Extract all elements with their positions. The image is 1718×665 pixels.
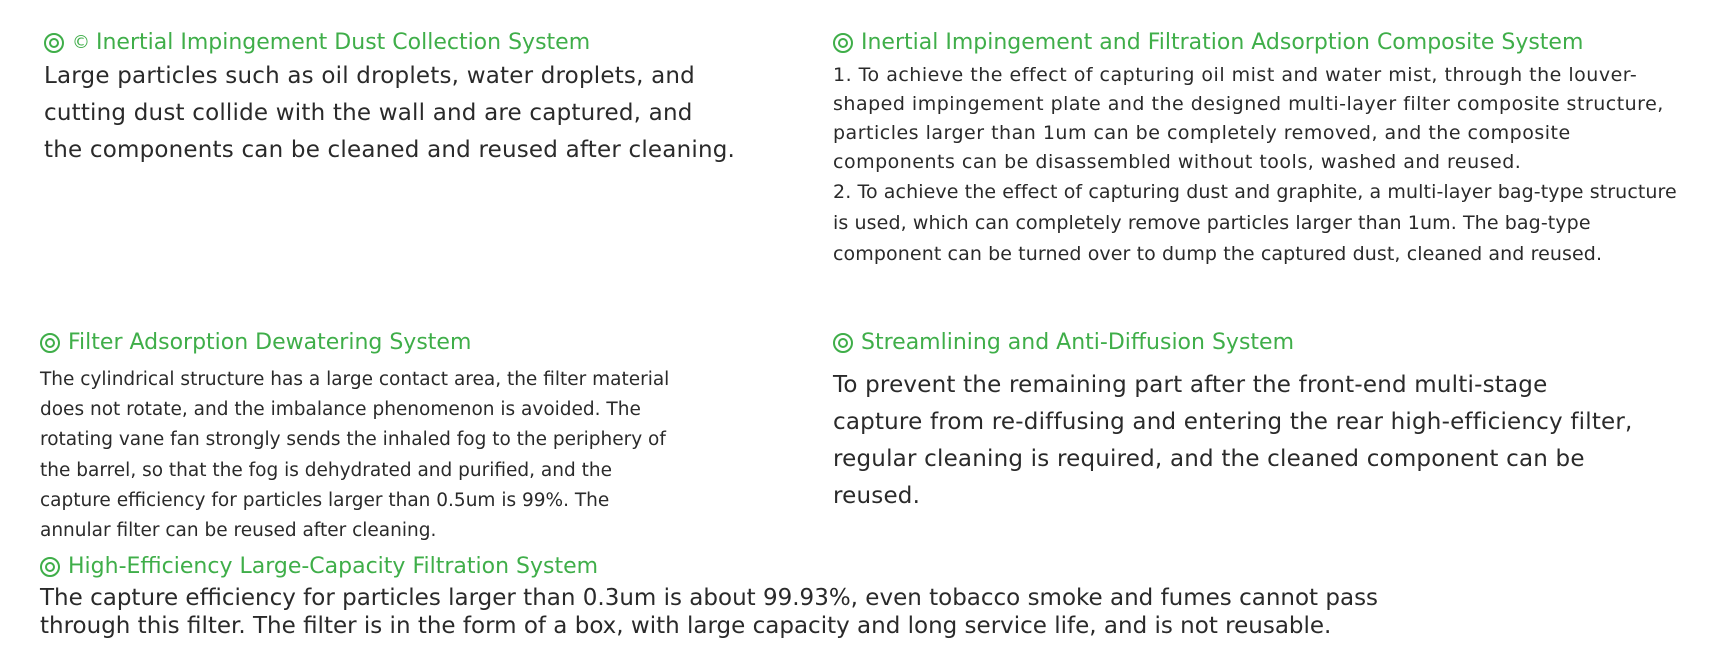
section-heading [40,552,1710,582]
section-title: High-Efficiency Large-Capacity Filtration System [68,554,599,579]
section-composite-system [833,28,1713,270]
section-heading [833,328,1713,358]
double-circle-icon [40,333,60,353]
section-heading [40,328,770,358]
section-high-efficiency-filtration [40,552,1710,640]
section-body-paragraph-2: 2. To achieve the effect of capturing dust and graphite, a multi-layer bag-type structure is used, which can completely remove particles larger than 1um. The bag-type component can be turned over to dump the captured dust, cleaned and reused. [833,181,1677,265]
section-anti-diffusion [833,328,1713,515]
section-title: Filter Adsorption Dewatering System [68,330,472,355]
section-body: To prevent the remaining part after the front-end multi-stage capture from re-diffusing and entering the rear high-efficiency filter, regular cleaning is required, and the cleaned component can be reused. [833,372,1633,509]
section-heading [44,28,764,58]
double-circle-icon [40,557,60,577]
section-body: The cylindrical structure has a large contact area, the filter material does not rotate, and the imbalance phenomenon is avoided. The rotating vane fan strongly sends the inhaled fog to the periphery of the barrel, so that the fog is dehydrated and purified, and the capture efficiency for particles larger than 0.5um is 99%. The annular filter can be reused after cleaning. [40,369,670,542]
section-heading [833,28,1713,58]
copyright-mark: © [72,32,90,53]
double-circle-icon [833,33,853,53]
section-inertial-impingement [44,28,764,169]
section-title: Streamlining and Anti-Diffusion System [861,330,1294,355]
section-title: Inertial Impingement Dust Collection System [96,30,591,55]
double-circle-icon [833,333,853,353]
section-title: Inertial Impingement and Filtration Adsorption Composite System [861,30,1584,55]
section-body: The capture efficiency for particles larger than 0.3um is about 99.93%, even tobacco smoke and fumes cannot pass through this filter. The filter is in the form of a box, with large capacity and long service life, and is not reusable. [40,585,1379,639]
double-circle-icon [44,33,64,53]
section-filter-dewatering [40,328,770,546]
section-body-paragraph-1: 1. To achieve the effect of capturing oil mist and water mist, through the louver- shaped impingement plate and the designed multi-layer filter composite structure, particles larger than 1um can be completely removed, and the composite components can be disassembled without tools, washed and reused. [833,64,1664,173]
section-body: Large particles such as oil droplets, water droplets, and cutting dust collide with the wall and are captured, and the components can be cleaned and reused after cleaning. [44,63,736,163]
